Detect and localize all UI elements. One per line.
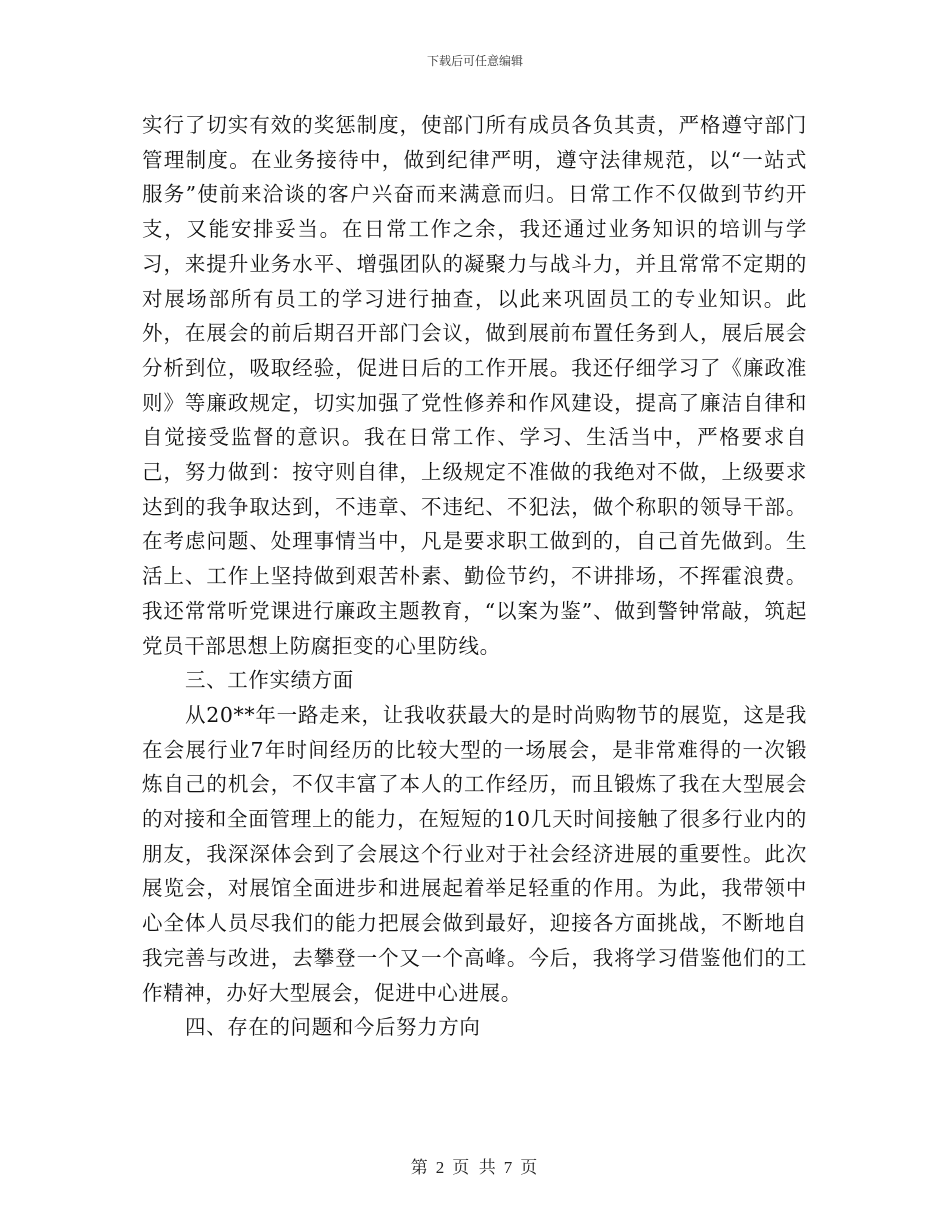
document-body [142,108,807,1045]
section-heading-problems: 四、存在的问题和今后努力方向 [185,1015,481,1040]
section-heading-achievements: 三、工作实绩方面 [185,668,354,693]
footer-suffix: 页 [520,1158,540,1178]
footer-middle: 页 共 [452,1158,498,1178]
footer-total-pages: 7 [503,1158,515,1177]
page-header-note: 下载后可任意编辑 [426,54,523,68]
paragraph-achievements: 从20**年一路走来，让我收获最大的是时尚购物节的展览，这是我在会展行业7年时间经历的比较大型的一场展会，是非常难得的一次锻炼自己的机会，不仅丰富了本人的工作经历，而且锻炼了我在大型展会的对接和全面管理上的能力，在短短的10几天时间接触了很多行业内的朋友，我深深体会到了会展这个行业对于社会经济进展的重要性。此次展览会，对展馆全面进步和进展起着举足轻重的作用。为此，我带领中心全体人员尽我们的能力把展会做到最好，迎接各方面挑战，不断地自我完善与改进，去攀登一个又一个高峰。今后，我将学习借鉴他们的工作精神，办好大型展会，促进中心进展。 [142,702,807,1005]
footer-page-number: 2 [435,1158,447,1177]
page-footer [0,1153,950,1178]
paragraph-awards-discipline: 实行了切实有效的奖惩制度，使部门所有成员各负其责，严格遵守部门管理制度。在业务接待中，做到纪律严明，遵守法律规范，以“一站式服务”使前来洽谈的客户兴奋而来满意而归。日常工作不仅做到节约开支，又能安排妥当。在日常工作之余，我还通过业务知识的培训与学习，来提升业务水平、增强团队的凝聚力与战斗力，并且常常不定期的对展场部所有员工的学习进行抽查，以此来巩固员工的专业知识。此外，在展会的前后期召开部门会议，做到展前布置任务到人，展后展会分析到位，吸取经验，促进日后的工作开展。我还仔细学习了《廉政准则》等廉政规定，切实加强了党性修养和作风建设，提高了廉洁自律和自觉接受监督的意识。我在日常工作、学习、生活当中，严格要求自己，努力做到：按守则自律，上级规定不准做的我绝对不做，上级要求达到的我争取达到，不违章、不违纪、不犯法，做个称职的领导干部。在考虑问题、处理事情当中，凡是要求职工做到的，自己首先做到。生活上、工作上坚持做到艰苦朴素、勤俭节约，不讲排场，不挥霍浪费。我还常常听党课进行廉政主题教育，“以案为鉴”、做到警钟常敲，筑起党员干部思想上防腐拒变的心里防线。 [142,113,807,658]
footer-prefix: 第 [410,1158,430,1178]
